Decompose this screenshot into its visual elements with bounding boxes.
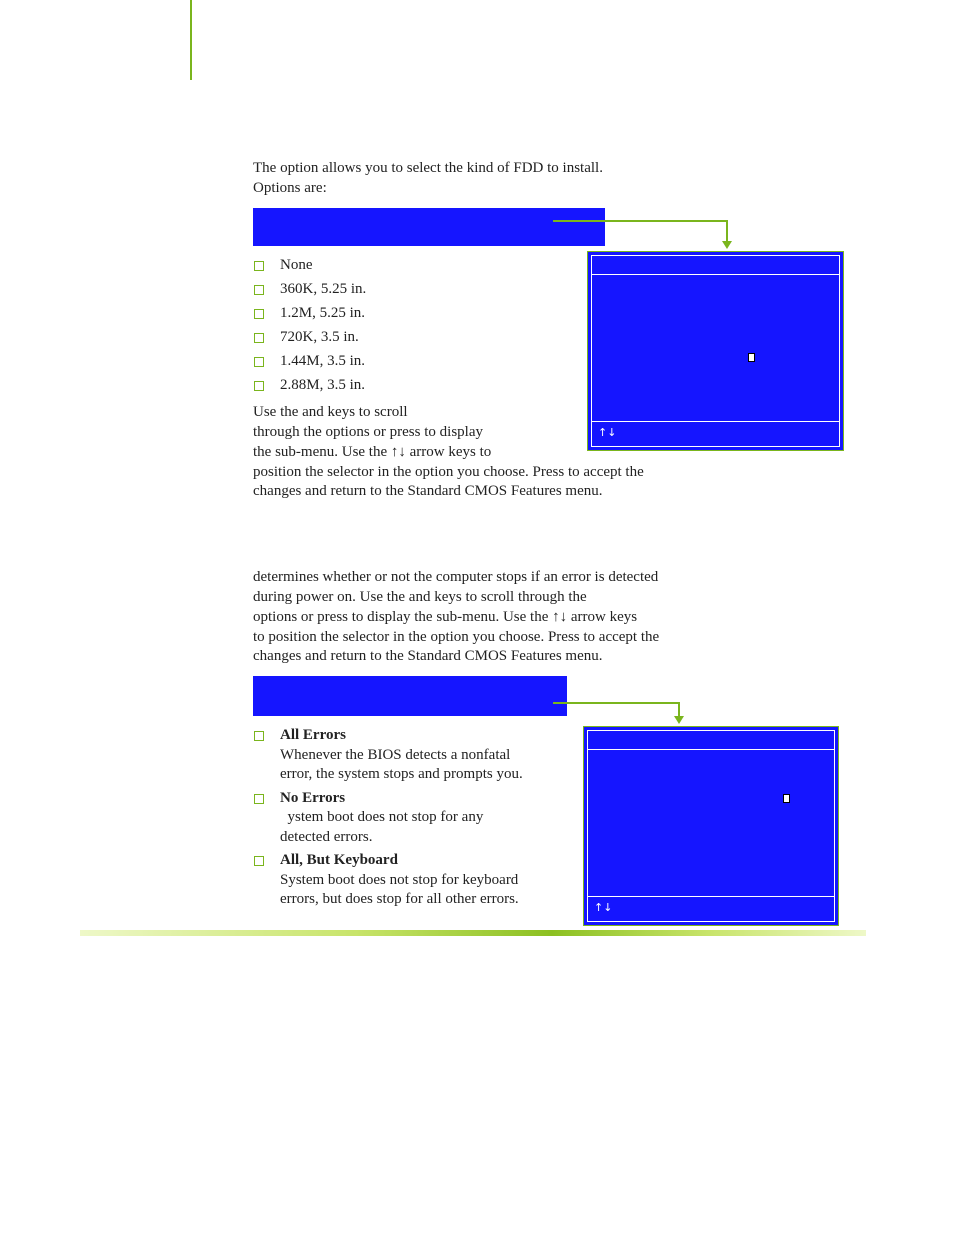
- section2-intro-line5: changes and return to the Standard CMOS Features menu.: [253, 648, 603, 664]
- list-item: [253, 851, 563, 910]
- option-title: All, But Keyboard: [280, 852, 398, 868]
- option-title: No Errors: [280, 789, 346, 806]
- header-rule: [190, 0, 192, 80]
- section1-intro-line2: Options are:: [253, 180, 327, 196]
- option-title: All Errors: [280, 727, 346, 743]
- option-selector-icon: [783, 794, 790, 803]
- connector-line: [726, 220, 728, 242]
- option-description: error, the system stops and prompts you.: [280, 766, 523, 782]
- checkbox-bullet-icon: [254, 261, 264, 271]
- arrow-keys-hint: ↑↓: [598, 426, 617, 439]
- option-description: errors, but does stop for all other errors.: [280, 891, 519, 907]
- list-item: 1.2M, 5.25 in.: [253, 304, 366, 328]
- section1-instr-line1: Use the and keys to scroll: [253, 404, 408, 420]
- list-item: 360K, 5.25 in.: [253, 280, 366, 304]
- option-selector-icon: [748, 353, 755, 362]
- checkbox-bullet-icon: [254, 285, 264, 295]
- section2-intro-line4: to position the selector in the option you choose. Press to accept the: [253, 629, 660, 645]
- footer-rule: [80, 930, 866, 936]
- checkbox-bullet-icon: [254, 731, 264, 741]
- connector-line: [678, 702, 680, 717]
- arrow-keys-hint: ↑↓: [594, 901, 613, 914]
- section2-intro-line2: during power on. Use the and keys to scroll through the: [253, 589, 587, 605]
- section1-instr-line2: through the options or press to display: [253, 424, 483, 440]
- option-description: Whenever the BIOS detects a nonfatal: [280, 746, 511, 763]
- fdd-options-list: [253, 256, 366, 400]
- arrow-down-icon: [674, 716, 684, 724]
- checkbox-bullet-icon: [254, 357, 264, 367]
- section1-instr-line4: position the selector in the option you choose. Press to accept the: [253, 464, 644, 480]
- connector-line: [553, 220, 728, 222]
- connector-line: [553, 702, 680, 704]
- halt-on-options-list: [253, 726, 563, 914]
- section1-instr-line5: changes and return to the Standard CMOS Features menu.: [253, 483, 603, 499]
- bios-submenu-fdd: [587, 251, 844, 451]
- list-item: None: [253, 256, 366, 280]
- section1-instr-line3: the sub-menu. Use the ↑↓ arrow keys to: [253, 444, 492, 460]
- section2-intro-line3: options or press to display the sub-menu. Use the ↑↓ arrow keys: [253, 609, 638, 625]
- bios-submenu-frame: [591, 255, 840, 447]
- bios-submenu-title: [588, 731, 834, 750]
- checkbox-bullet-icon: [254, 794, 264, 804]
- checkbox-bullet-icon: [254, 309, 264, 319]
- list-item: [253, 789, 563, 848]
- bios-setting-bar-fdd: [253, 208, 605, 246]
- bios-submenu-title: [592, 256, 839, 275]
- checkbox-bullet-icon: [254, 333, 264, 343]
- list-item: 720K, 3.5 in.: [253, 328, 366, 352]
- arrow-down-icon: [722, 241, 732, 249]
- list-item: [253, 726, 563, 785]
- checkbox-bullet-icon: [254, 856, 264, 866]
- option-description: System boot does not stop for keyboard: [280, 871, 519, 888]
- list-item: 2.88M, 3.5 in.: [253, 376, 366, 400]
- bios-setting-bar-halt-on: [253, 676, 567, 716]
- section1-intro-line1: The option allows you to select the kind of FDD to install.: [253, 160, 603, 176]
- list-item: 1.44M, 3.5 in.: [253, 352, 366, 376]
- checkbox-bullet-icon: [254, 381, 264, 391]
- option-description: ystem boot does not stop for any: [280, 809, 484, 825]
- bios-submenu-footer: [592, 421, 839, 446]
- bios-submenu-halt-on: [583, 726, 839, 926]
- option-description: detected errors.: [280, 828, 373, 845]
- section2-intro-line1: determines whether or not the computer stops if an error is detected: [253, 569, 659, 585]
- bios-submenu-footer: [588, 896, 834, 921]
- bios-submenu-frame: [587, 730, 835, 922]
